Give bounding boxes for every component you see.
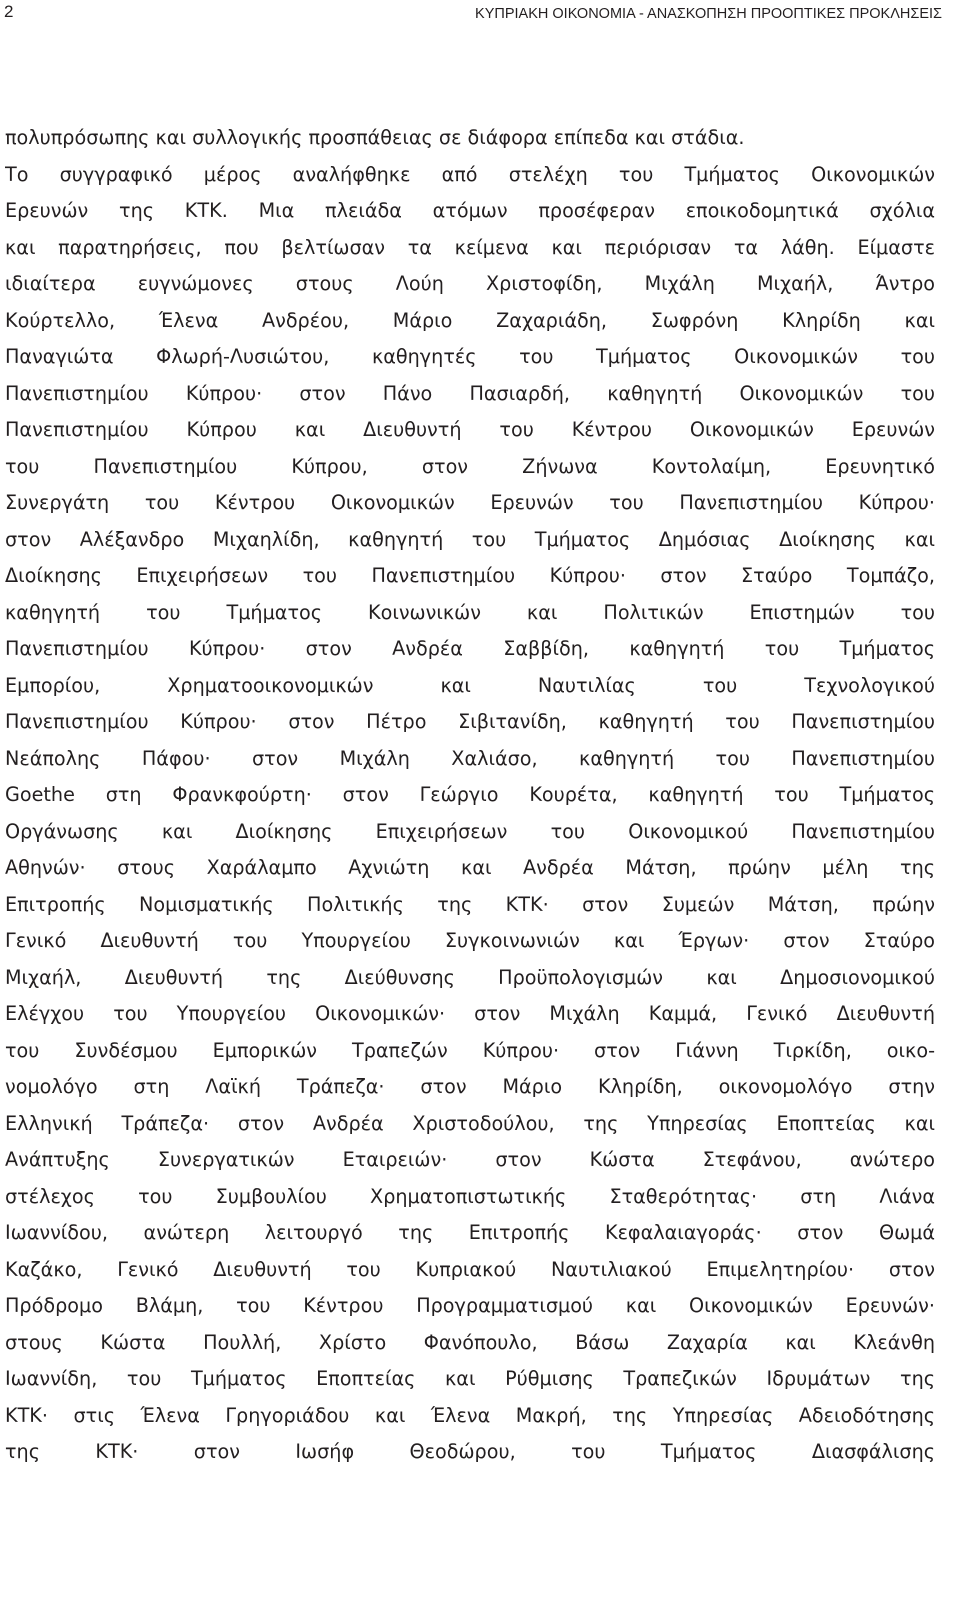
text-line: στον Αλέξανδρο Μιχαηλίδη, καθηγητή του Τμήματος Δημόσιας Διοίκησης και <box>5 527 935 551</box>
text-line: στέλεχος του Συμβουλίου Χρηματοπιστωτικής Σταθερότητας· στη Λιάνα <box>5 1184 935 1208</box>
text-line: Ανάπτυξης Συνεργατικών Εταιρειών· στον Κώστα Στεφάνου, ανώτερο <box>5 1148 935 1171</box>
text-line: του Συνδέσμου Εμπορικών Τραπεζών Κύπρου· στον Γιάννη Τιρκίδη, οικο- <box>5 1038 935 1062</box>
text-line: Αθηνών· στους Χαράλαμπο Αχνιώτη και Ανδρέα Μάτση, πρώην μέλη της <box>5 856 935 879</box>
text-line: Διοίκησης Επιχειρήσεων του Πανεπιστημίου Κύπρου· στον Σταύρο Τομπάζο, <box>5 564 935 587</box>
text-line: Πανεπιστημίου Κύπρου και Διευθυντή του Κέντρου Οικονομικών Ερευνών <box>5 418 935 441</box>
text-line: Goethe στη Φρανκφούρτη· στον Γεώργιο Κουρέτα, καθηγητή του Τμήματος <box>5 783 935 806</box>
text-line: Πανεπιστημίου Κύπρου· στον Ανδρέα Σαββίδη, καθηγητή του Τμήματος <box>5 637 935 660</box>
text-line: Πανεπιστημίου Κύπρου· στον Πέτρο Σιβιτανίδη, καθηγητή του Πανεπιστημίου <box>5 710 935 733</box>
text-line: Το συγγραφικό μέρος αναλήφθηκε από στελέχη του Τμήματος Οικονομικών <box>5 162 935 186</box>
text-line: Εμπορίου, Χρηματοοικονομικών και Ναυτιλίας του Τεχνολογικού <box>5 673 935 697</box>
text-line: Ελληνική Τράπεζα· στον Ανδρέα Χριστοδούλου, της Υπηρεσίας Εποπτείας και <box>5 1111 935 1135</box>
text-line: Ελέγχου του Υπουργείου Οικονομικών· στον Μιχάλη Καμμά, Γενικό Διευθυντή <box>5 1002 935 1025</box>
text-line: του Πανεπιστημίου Κύπρου, στον Ζήνωνα Κοντολαίμη, Ερευνητικό <box>5 454 935 478</box>
text-line: στους Κώστα Πουλλή, Χρίστο Φανόπουλο, Βάσω Ζαχαρία και Κλεάνθη <box>5 1330 935 1354</box>
text-line: Οργάνωσης και Διοίκησης Επιχειρήσεων του Οικονομικού Πανεπιστημίου <box>5 819 935 843</box>
text-line: ιδιαίτερα ευγνώμονες στους Λούη Χριστοφίδη, Μιχάλη Μιχαήλ, Άντρο <box>5 272 935 295</box>
text-line: Πρόδρομο Βλάμη, του Κέντρου Προγραμματισμού και Οικονομικών Ερευνών· <box>5 1294 935 1317</box>
text-line: της ΚΤΚ· στον Ιωσήφ Θεοδώρου, του Τμήματος Διασφάλισης <box>5 1440 935 1463</box>
text-line: Επιτροπής Νομισματικής Πολιτικής της ΚΤΚ· στον Συμεών Μάτση, πρώην <box>5 892 935 916</box>
text-line: Παναγιώτα Φλωρή-Λυσιώτου, καθηγητές του Τμήματος Οικονομικών του <box>5 345 935 368</box>
text-line: Κούρτελλο, Έλενα Ανδρέου, Μάριο Ζαχαριάδη, Σωφρόνη Κληρίδη και <box>5 308 935 332</box>
text-line: Μιχαήλ, Διευθυντή της Διεύθυνσης Προϋπολογισμών και Δημοσιονομικού <box>5 965 935 989</box>
text-line: Καζάκο, Γενικό Διευθυντή του Κυπριακού Ναυτιλιακού Επιμελητηρίου· στον <box>5 1257 935 1281</box>
page-number: 2 <box>4 2 14 21</box>
text-line: Ερευνών της ΚΤΚ. Μια πλειάδα ατόμων προσέφεραν εποικοδομητικά σχόλια <box>5 199 935 222</box>
text-line: ΚΤΚ· στις Έλενα Γρηγοριάδου και Έλενα Μακρή, της Υπηρεσίας Αδειοδότησης <box>5 1403 935 1427</box>
text-line: Νεάπολης Πάφου· στον Μιχάλη Χαλιάσο, καθηγητή του Πανεπιστημίου <box>5 746 935 770</box>
running-title: ΚΥΠΡΙΑΚΗ ΟΙΚΟΝΟΜΙΑ - ΑΝΑΣΚΟΠΗΣΗ ΠΡΟΟΠΤΙΚΕΣ ΠΡΟΚΛΗΣΕΙΣ <box>475 6 942 22</box>
text-line: νομολόγο στη Λαϊκή Τράπεζα· στον Μάριο Κληρίδη, οικονομολόγο στην <box>5 1075 935 1098</box>
text-line: Γενικό Διευθυντή του Υπουργείου Συγκοινωνιών και Έργων· στον Σταύρο <box>5 929 935 952</box>
text-line: Ιωαννίδη, του Τμήματος Εποπτείας και Ρύθμισης Τραπεζικών Ιδρυμάτων της <box>5 1367 935 1390</box>
text-line: Ιωαννίδου, ανώτερη λειτουργό της Επιτροπής Κεφαλαιαγοράς· στον Θωμά <box>5 1221 935 1244</box>
page-header <box>0 0 960 30</box>
text-line: πολυπρόσωπης και συλλογικής προσπάθειας σε διάφορα επίπεδα και στάδια. <box>5 126 745 149</box>
body-paragraph <box>5 120 935 1471</box>
text-line: καθηγητή του Τμήματος Κοινωνικών και Πολιτικών Επιστημών του <box>5 600 935 624</box>
text-line: Συνεργάτη του Κέντρου Οικονομικών Ερευνών του Πανεπιστημίου Κύπρου· <box>5 491 935 514</box>
text-line: και παρατηρήσεις, που βελτίωσαν τα κείμενα και περιόρισαν τα λάθη. Είμαστε <box>5 235 935 259</box>
text-line: Πανεπιστημίου Κύπρου· στον Πάνο Πασιαρδή, καθηγητή Οικονομικών του <box>5 381 935 405</box>
